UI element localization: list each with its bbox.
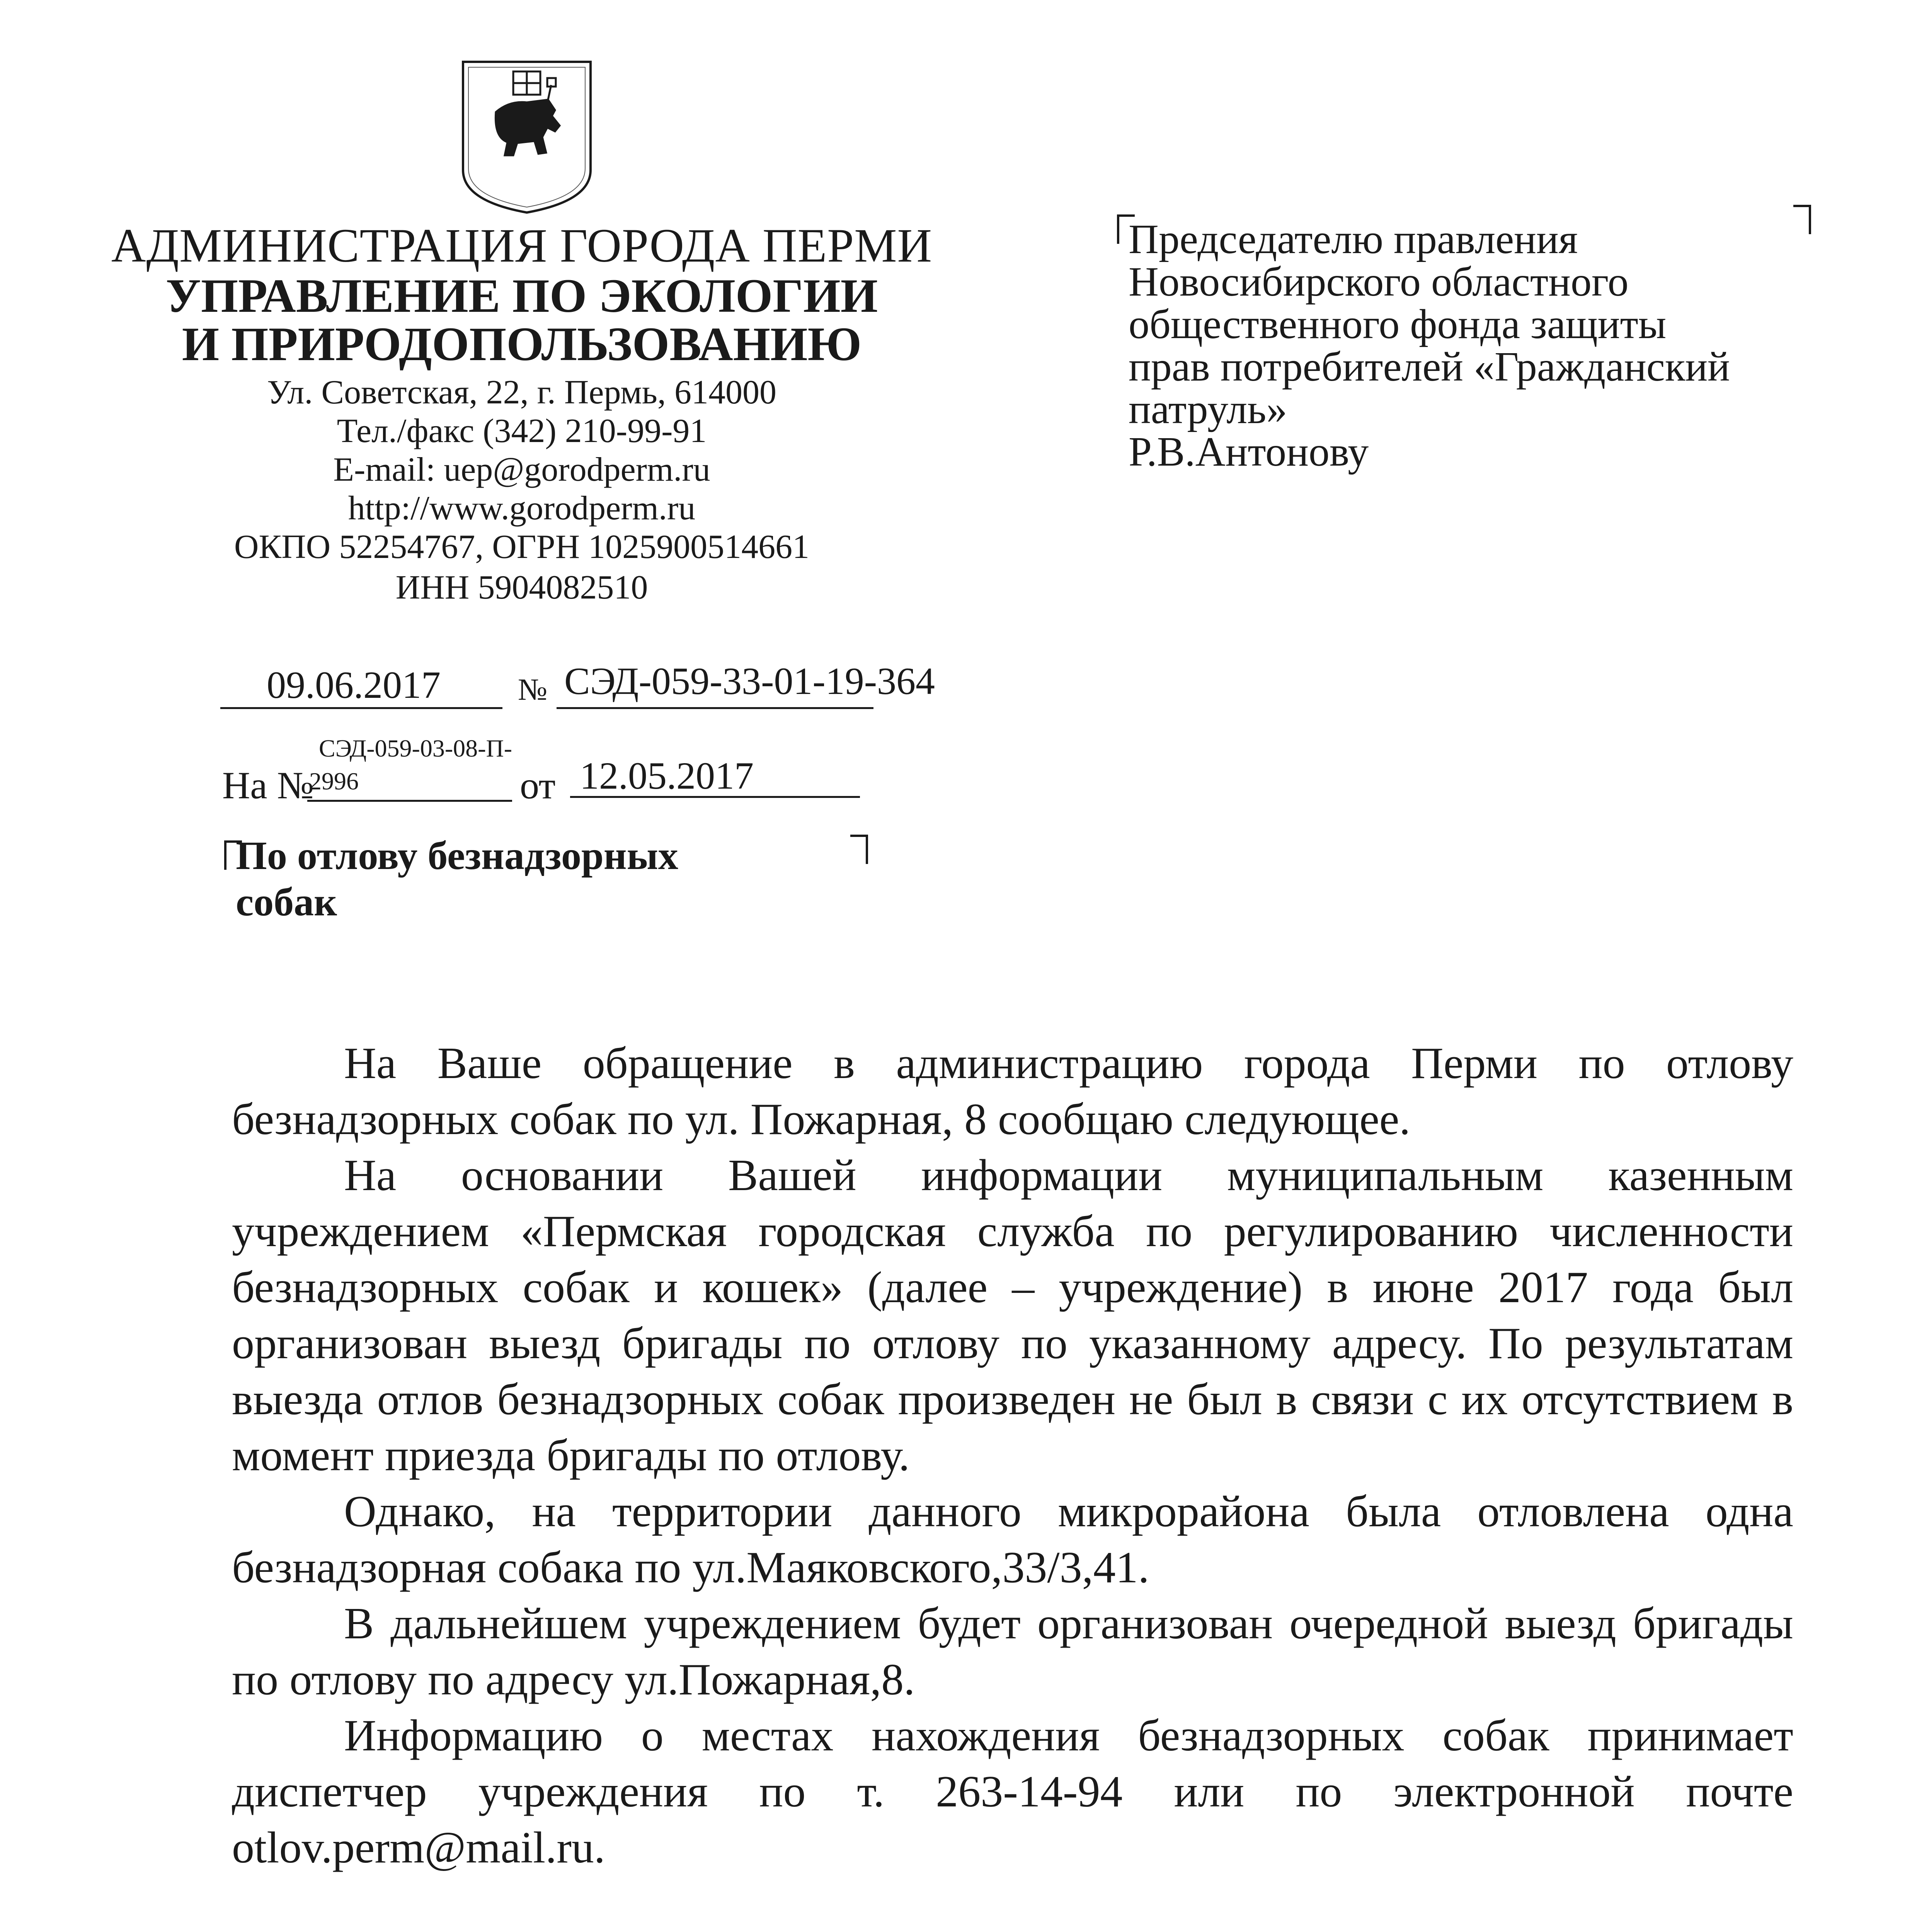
letter-body: [232, 1036, 1793, 1876]
incoming-number: 2996: [309, 767, 359, 795]
subject-line: По отлову безнадзорных: [236, 833, 678, 878]
number-underline: [557, 707, 873, 709]
body-paragraph: На основании Вашей информации муниципальным казенным учреждением «Пермская городская служба по регулированию численности безнадзорных собак и кошек» (далее – учреждение) в июне 2017 года был организован выезд бригады по отлову по указанному адресу. По результатам выезда отлов безнадзорных собак произведен не был в связи с их отсутствием в момент приезда бригады по отлову.: [232, 1151, 1793, 1480]
coat-of-arms-emblem: [455, 54, 598, 216]
letter-subject: [236, 833, 678, 925]
addressee-line: общественного фонда защиты: [1129, 301, 1667, 347]
outgoing-number: СЭД-059-33-01-19-364: [564, 660, 935, 702]
subject-line: собак: [236, 880, 337, 924]
body-paragraph: В дальнейшем учреждением будет организован очередной выезд бригады по отлову по адресу ул.Пожарная,8.: [232, 1599, 1793, 1704]
body-paragraph: Однако, на территории данного микрорайона была отловлена одна безнадзорная собака по ул.Маяковского,33/3,41.: [232, 1487, 1793, 1592]
department-name-line2: И ПРИРОДОПОЛЬЗОВАНИЮ: [182, 318, 862, 371]
from-word: от: [520, 764, 556, 807]
addressee-block: [1129, 218, 1863, 473]
incoming-prefix: На №: [222, 764, 314, 807]
phone-fax: Тел./факс (342) 210-99-91: [337, 412, 707, 450]
department-name-line1: УПРАВЛЕНИЕ ПО ЭКОЛОГИИ: [165, 269, 878, 322]
incoming-date-underline: [570, 796, 860, 798]
incoming-reference: СЭД-059-03-08-П-: [319, 735, 512, 762]
email: E-mail: uep@gorodperm.ru: [333, 451, 710, 488]
organization-name: АДМИНИСТРАЦИЯ ГОРОДА ПЕРМИ: [111, 219, 933, 272]
body-paragraph: Информацию о местах нахождения безнадзорных собак принимает диспетчер учреждения по т. 263-14-94 или по электронной почте otlov.perm@mail.ru.: [232, 1711, 1793, 1872]
number-sign: №: [518, 673, 548, 707]
outgoing-date: 09.06.2017: [267, 663, 441, 706]
addressee-line: Председателю правления: [1129, 216, 1578, 262]
subject-corner-mark-right: [850, 835, 868, 864]
okpo-ogrn: ОКПО 52254767, ОГРН 1025900514661: [234, 528, 810, 566]
website: http://www.gorodperm.ru: [348, 490, 696, 527]
addressee-line: Новосибирского областного: [1129, 259, 1629, 305]
addressee-line: патруль»: [1129, 386, 1287, 432]
body-paragraph: На Ваше обращение в администрацию города Перми по отлову безнадзорных собак по ул. Пожарная, 8 сообщаю следующее.: [232, 1039, 1793, 1144]
date-underline: [220, 707, 502, 709]
addressee-line: прав потребителей «Гражданский: [1129, 344, 1730, 390]
address: Ул. Советская, 22, г. Пермь, 614000: [267, 374, 776, 411]
incoming-number-underline: [307, 800, 512, 802]
inn: ИНН 5904082510: [395, 569, 648, 606]
incoming-date: 12.05.2017: [580, 754, 754, 797]
addressee-line: Р.В.Антонову: [1129, 429, 1369, 475]
